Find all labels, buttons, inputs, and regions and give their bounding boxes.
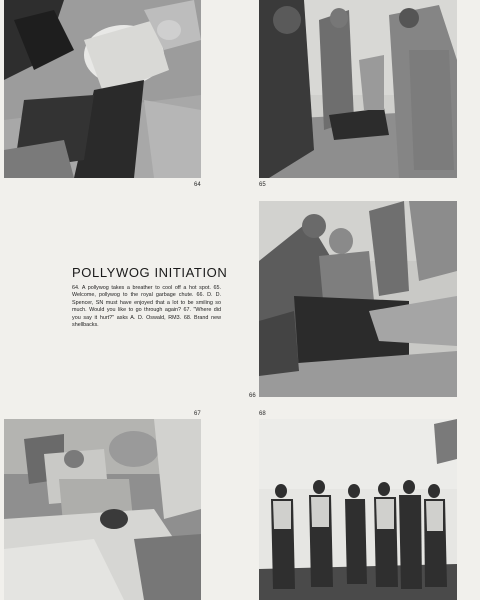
photo-number-64: 64 bbox=[194, 182, 201, 188]
photo-number-65: 65 bbox=[259, 182, 266, 188]
page-title: POLLYWOG INITIATION bbox=[72, 265, 228, 280]
photo-68-new-shellbacks bbox=[259, 419, 457, 600]
photo-66-smiling-sailor bbox=[259, 201, 457, 397]
photo-64-pollywog-crawling bbox=[4, 0, 201, 178]
photo-number-67: 67 bbox=[194, 411, 201, 417]
photo-number-68: 68 bbox=[259, 411, 266, 417]
photo-67-where-does-it-hurt bbox=[4, 419, 201, 600]
photo-number-66: 66 bbox=[249, 393, 256, 399]
photo-captions: 64. A pollywog takes a breather to cool off a hot spot. 65. Welcome, pollywog to the royal garbage chute. 66. D. D. Spencer, SN must have enjoyed that a lot to be smiling so much. Would you like to go through again? 67. "Where did you say it hurt?" asks A. D. Oswald, RM3. 68. Brand new shellbacks. bbox=[72, 285, 221, 329]
photo-65-garbage-chute bbox=[259, 0, 457, 178]
